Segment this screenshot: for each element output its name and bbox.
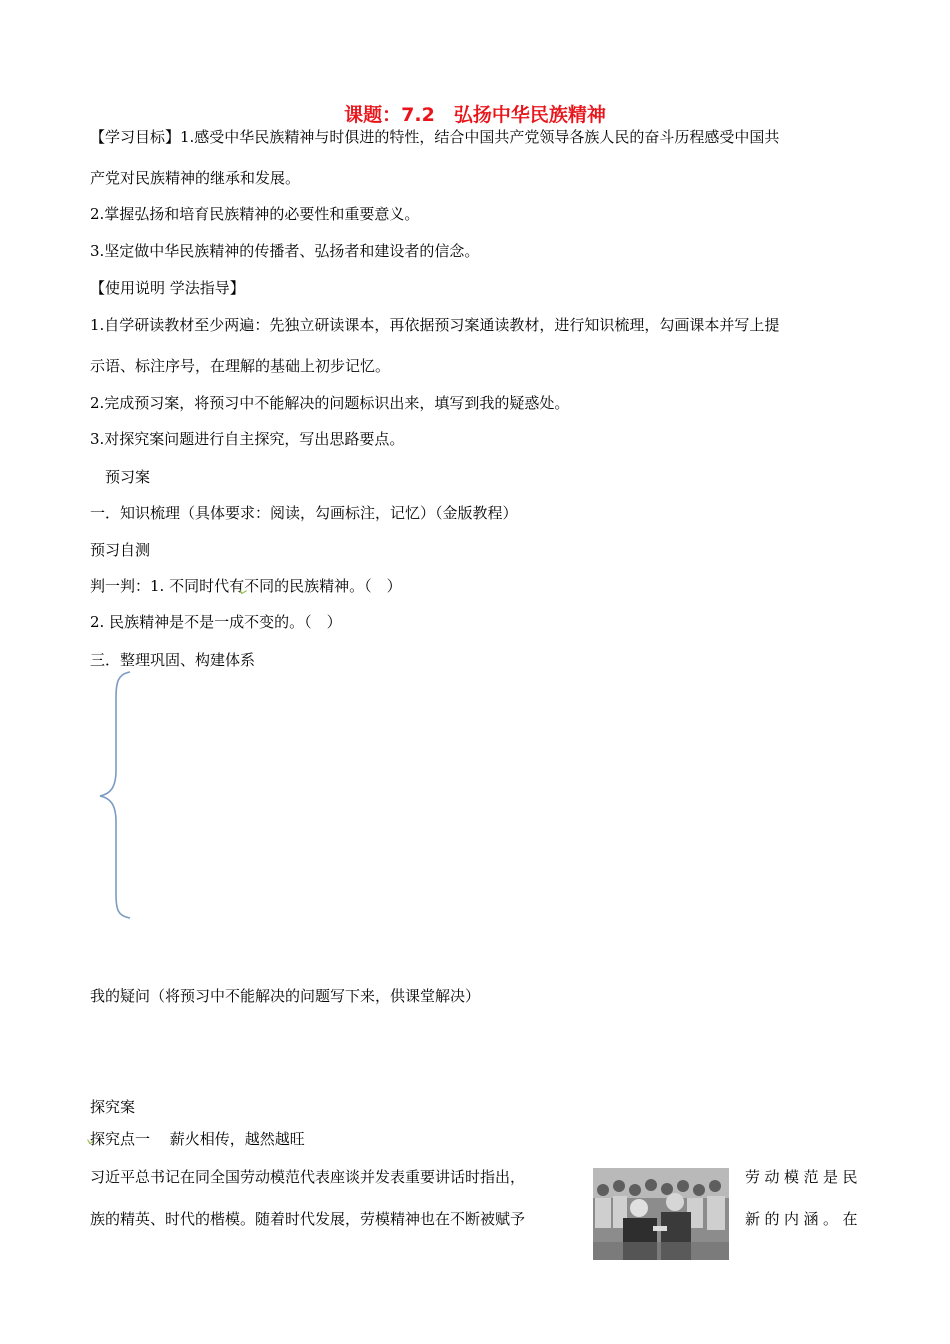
judge-item-2: 2. 民族精神是不是一成不变的。（ ） (90, 613, 342, 631)
labor-model-meeting-photo (593, 1168, 729, 1260)
objective-item-2: 2.掌握弘扬和培育民族精神的必要性和重要意义。 (90, 205, 420, 223)
paragraph-line2-left: 族的精英、时代的楷模。随着时代发展，劳模精神也在不断被赋予 (90, 1210, 526, 1228)
usage-item1-line1: 1.自学研读教材至少两遍：先独立研读课本，再依据预习案通读教材，进行知识梳理，勾画课本并写上提 (90, 316, 780, 334)
usage-heading: 【使用说明 学法指导】 (90, 279, 245, 297)
page-title: 课题：7.2 弘扬中华民族精神 (344, 104, 606, 126)
usage-item1-line2: 示语、标注序号，在理解的基础上初步记忆。 (90, 357, 391, 375)
curly-brace-icon (96, 670, 136, 920)
usage-item-3: 3.对探究案问题进行自主探究，写出思路要点。 (90, 430, 405, 448)
objective-item-3: 3.坚定做中华民族精神的传播者、弘扬者和建设者的信念。 (90, 242, 480, 260)
explore-heading: 探究案 (90, 1098, 136, 1116)
usage-item-2: 2.完成预习案，将预习中不能解决的问题标识出来，填写到我的疑惑处。 (90, 394, 570, 412)
doubts-heading: 我的疑问（将预习中不能解决的问题写下来，供课堂解决） (90, 987, 481, 1005)
consolidate-section-heading: 三．整理巩固、构建体系 (90, 651, 256, 669)
knowledge-section-heading: 一．知识梳理（具体要求：阅读，勾画标注，记忆）（金版教程） (90, 504, 518, 522)
objectives-line1: 【学习目标】1.感受中华民族精神与时俱进的特性，结合中国共产党领导各族人民的奋斗历程感受中国共 (90, 128, 780, 146)
self-test-heading: 预习自测 (90, 541, 151, 559)
judge-item-1: 判一判：1. 不同时代有不同的民族精神。（ ） (90, 577, 402, 595)
objectives-line2: 产党对民族精神的继承和发展。 (90, 169, 301, 187)
explore-point-1: 探究点一 薪火相传，越然越旺 (90, 1130, 305, 1148)
paragraph-line1-left: 习近平总书记在同全国劳动模范代表座谈并发表重要讲话时指出， (90, 1168, 526, 1186)
paragraph-line2-right: 新的内涵。在 (745, 1210, 863, 1228)
preview-heading: 预习案 (105, 468, 151, 486)
paragraph-line1-right: 劳动模范是民 (745, 1168, 863, 1186)
